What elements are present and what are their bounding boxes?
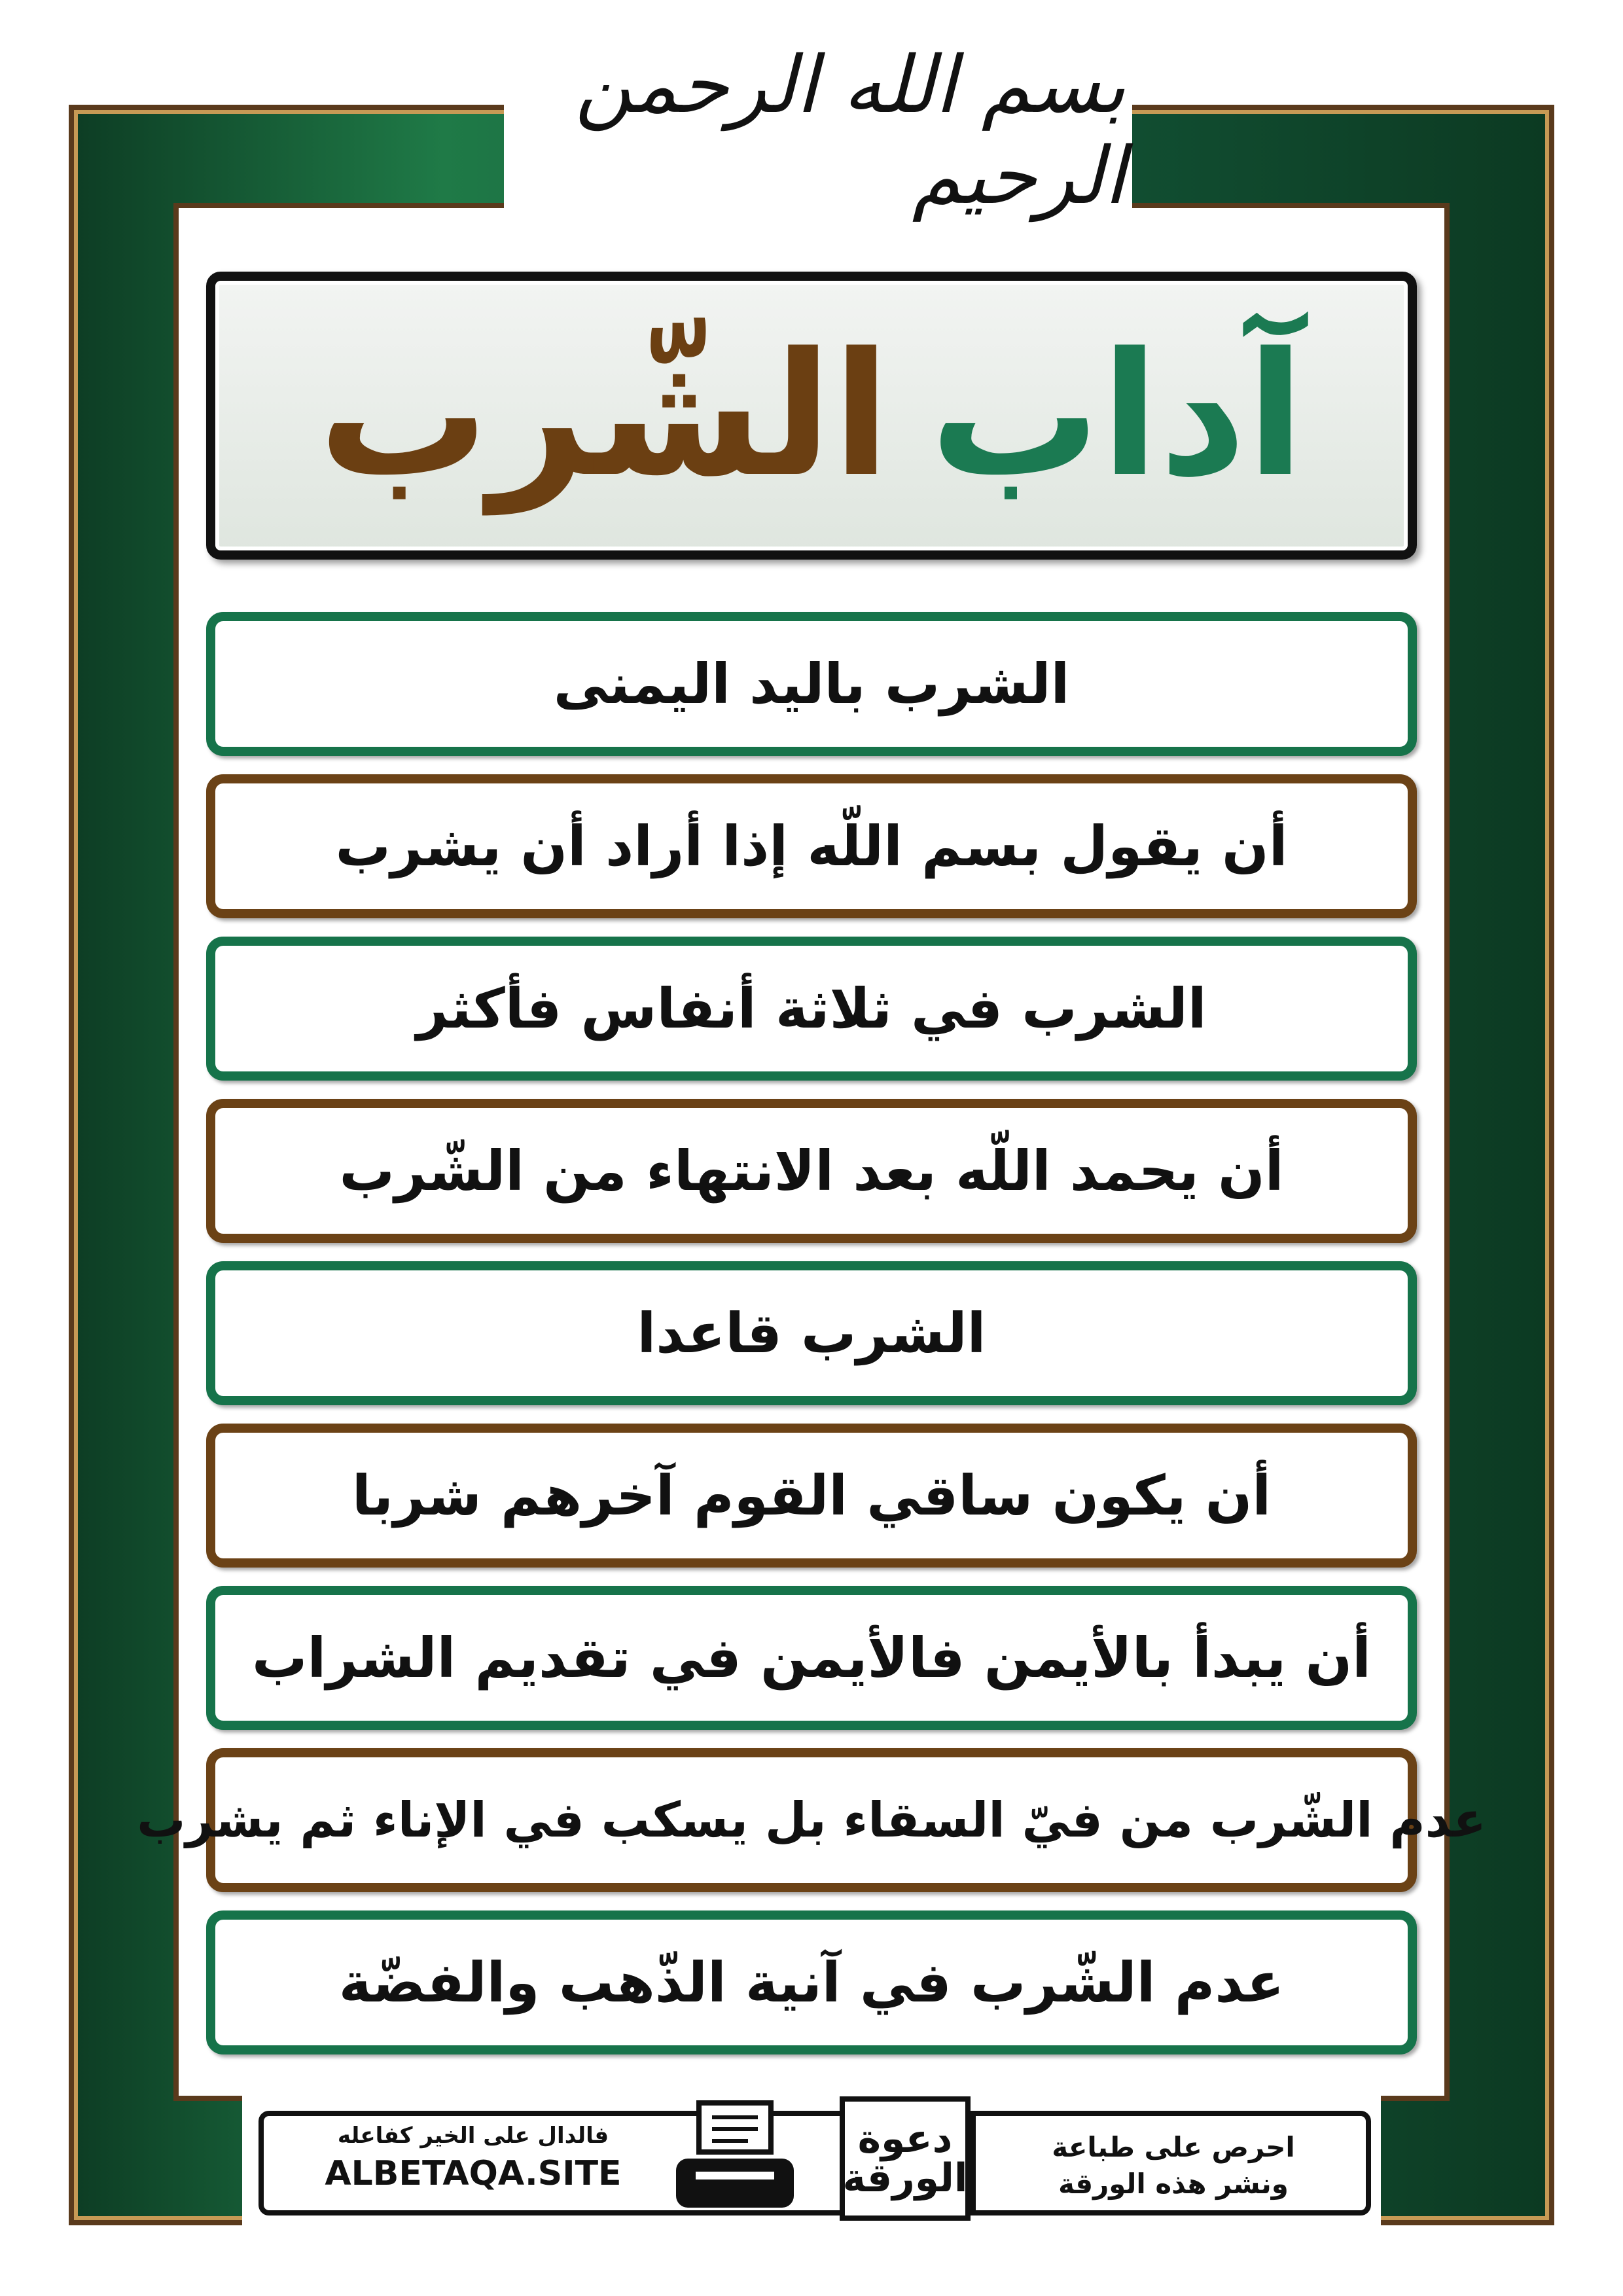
footer-slogan: فالدال على الخير كفاعله bbox=[337, 2123, 609, 2149]
list-item bbox=[206, 1099, 1417, 1243]
title-word-shurb: الشّرب bbox=[318, 317, 891, 514]
list-item bbox=[206, 612, 1417, 756]
logo-line-1: دعوة bbox=[857, 2116, 953, 2162]
list-item-text: أن يبدأ بالأيمن فالأيمن في تقديم الشراب bbox=[252, 1626, 1371, 1690]
list-item-text: الشرب في ثلاثة أنفاس فأكثر bbox=[416, 977, 1207, 1041]
list-item bbox=[206, 937, 1417, 1081]
list-item-text: أن يكون ساقي القوم آخرهم شربا bbox=[351, 1463, 1272, 1528]
list-item-text: الشرب باليد اليمنى bbox=[553, 652, 1070, 716]
footer-call-line-1: احرص على طباعة bbox=[1052, 2131, 1295, 2163]
title-word-adab: آداب bbox=[929, 317, 1305, 514]
list-item bbox=[137, 1748, 1486, 1892]
basmala-calligraphy: بسم الله الرحمن الرحيم bbox=[575, 40, 1126, 222]
title-box bbox=[206, 272, 1417, 560]
footer-call-line-2: ونشر هذه الورقة bbox=[1058, 2168, 1289, 2200]
list-item bbox=[206, 1424, 1417, 1568]
footer-divider bbox=[971, 2116, 976, 2210]
footer-right bbox=[984, 2129, 1363, 2208]
list-item bbox=[206, 1261, 1417, 1405]
list-item bbox=[206, 1910, 1417, 2054]
list-item-text: أن يقول بسم اللّه إذا أراد أن يشرب bbox=[335, 814, 1288, 878]
list-item bbox=[206, 774, 1417, 918]
list-item-text: عدم الشّرب من فيّ السقاء بل يسكب في الإناء ثم يشرب bbox=[137, 1792, 1486, 1848]
list-item-text: عدم الشّرب في آنية الذّهب والفضّة bbox=[338, 1950, 1285, 2015]
footer-site-link[interactable]: ALBETAQA.SITE bbox=[325, 2154, 622, 2193]
list-item-text: أن يحمد اللّه بعد الانتهاء من الشّرب bbox=[339, 1139, 1284, 1203]
etiquette-list bbox=[137, 612, 1486, 2073]
list-item bbox=[206, 1586, 1417, 1730]
list-item-text: الشرب قاعدا bbox=[637, 1301, 986, 1365]
footer-left bbox=[277, 2123, 669, 2208]
footer-bar bbox=[259, 2111, 1371, 2215]
dawa-logo bbox=[840, 2096, 971, 2221]
printer-icon bbox=[669, 2096, 800, 2221]
logo-line-2: الورقة bbox=[842, 2155, 968, 2201]
